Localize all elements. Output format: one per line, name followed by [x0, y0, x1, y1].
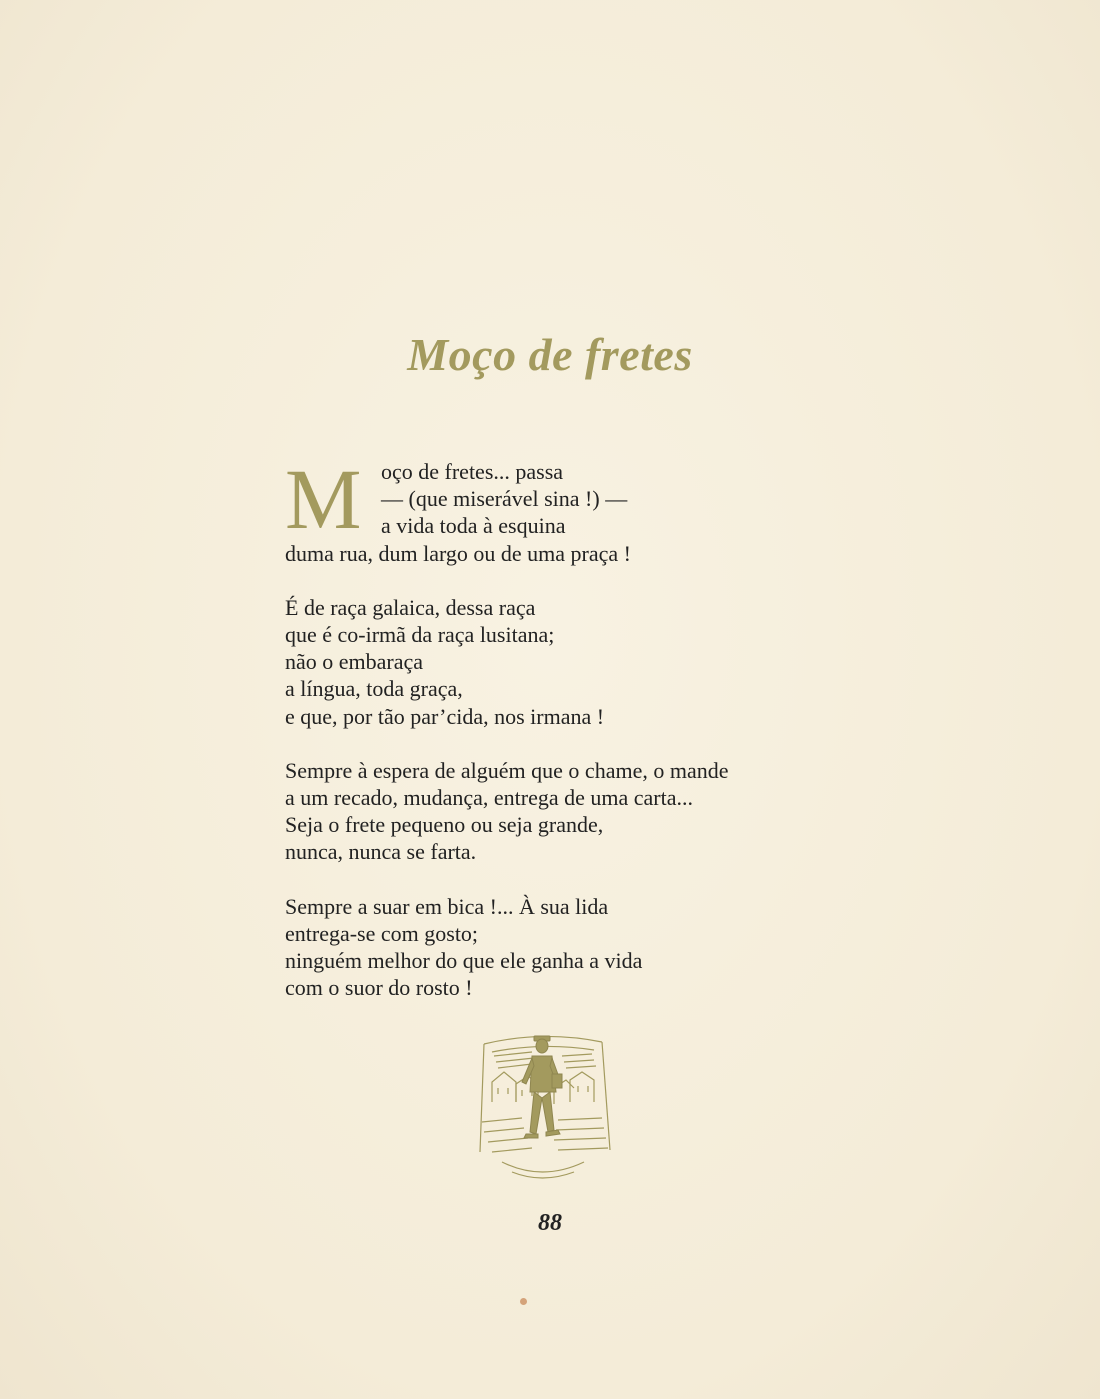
paper-speck [520, 1298, 527, 1305]
poem-line: com o suor do rosto ! [285, 975, 473, 1001]
poem-line: e que, por tão par’cida, nos irmana ! [285, 703, 605, 729]
page-number: 88 [538, 1210, 562, 1236]
poem-line: duma rua, dum largo ou de uma praça ! [285, 540, 631, 566]
poem-line: É de raça galaica, dessa raça [285, 594, 536, 620]
poem-line: Sempre à espera de alguém que o chame, o mande [285, 757, 729, 783]
poem-line: não o embaraça [285, 649, 424, 675]
porter-engraving-icon [462, 1022, 622, 1187]
poem-line: oço de fretes... passa [381, 459, 564, 484]
stanza-3 [285, 757, 845, 866]
poem-line: nunca, nunca se farta. [285, 839, 477, 865]
poem-line: — (que miserável sina !) — [381, 486, 628, 512]
poem-line: a vida toda à esquina [381, 513, 566, 539]
drop-cap: M [285, 451, 362, 547]
poem-line: que é co-irmã da raça lusitana; [285, 622, 555, 648]
stanza-4 [285, 893, 845, 1002]
poem-line: a língua, toda graça, [285, 676, 463, 702]
poem-line: Seja o frete pequeno ou seja grande, [285, 812, 604, 838]
stanza-1 [285, 451, 845, 567]
stanza-2 [285, 594, 845, 730]
poem-body [285, 451, 845, 1028]
poem-line: entrega-se com gosto; [285, 920, 479, 946]
poem-line: Sempre a suar em bica !... À sua lida [285, 893, 609, 919]
poem-title: Moço de fretes [407, 329, 693, 380]
poem-line: ninguém melhor do que ele ganha a vida [285, 948, 643, 974]
poem-line: a um recado, mudança, entrega de uma carta... [285, 785, 694, 811]
